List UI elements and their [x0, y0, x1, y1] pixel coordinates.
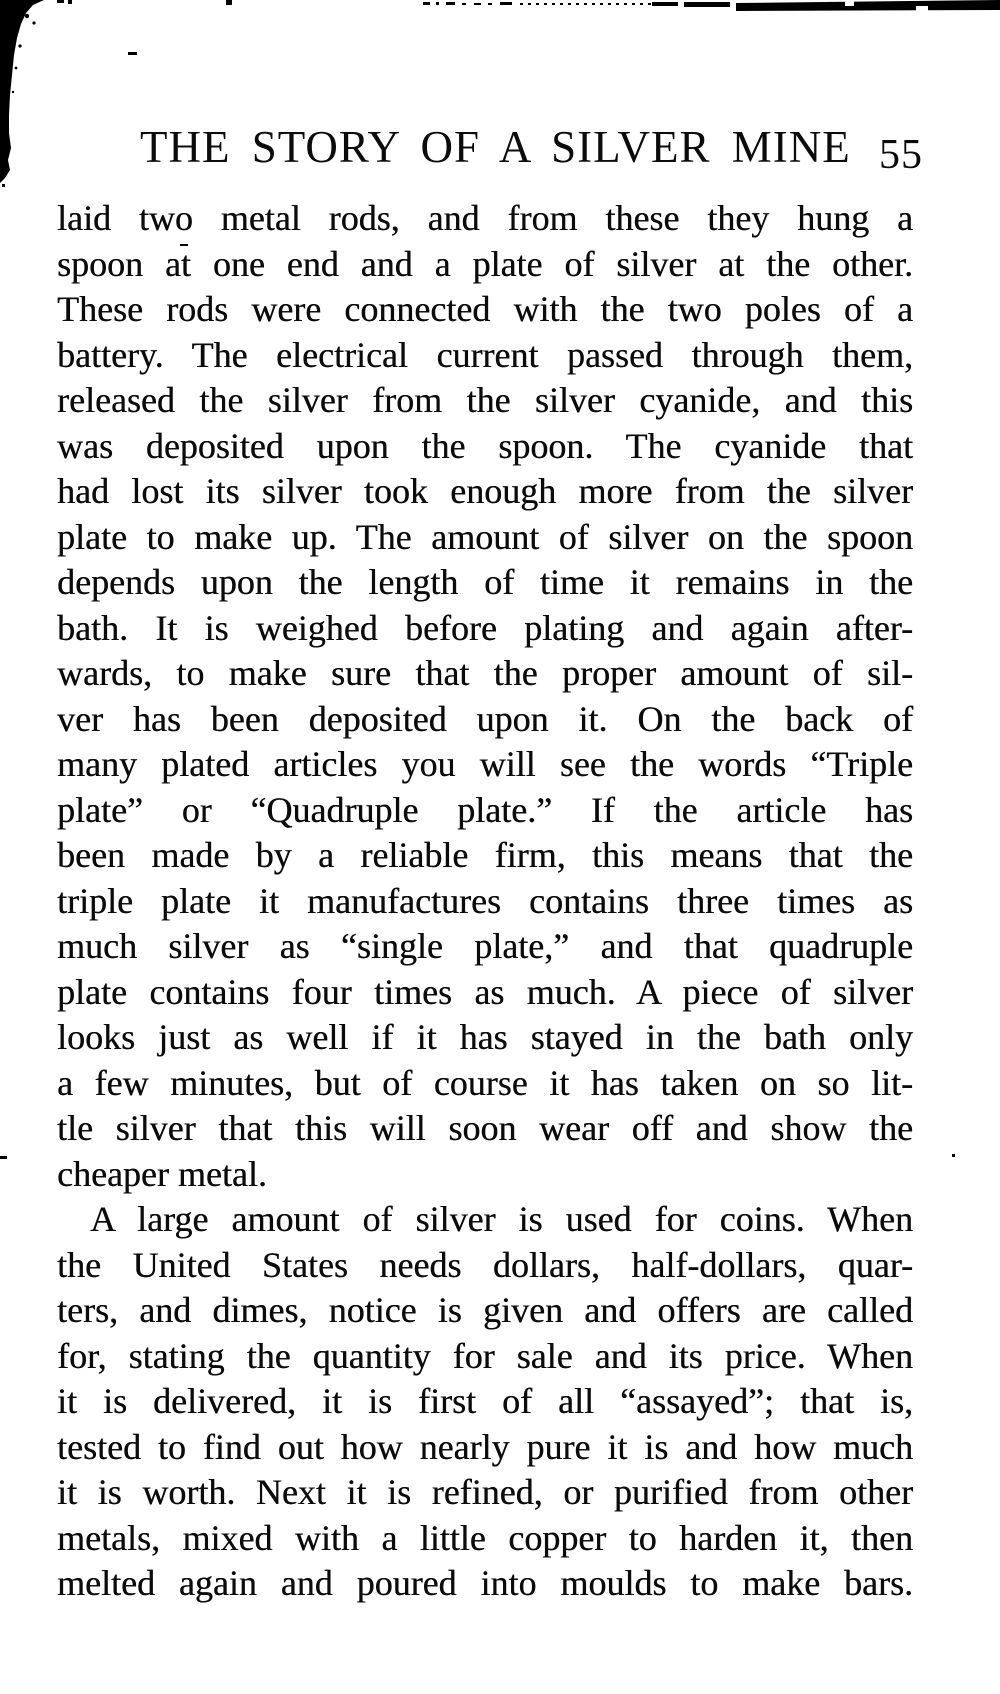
text-line: These rods were connected with the two poles of a	[57, 289, 913, 329]
text-line: released the silver from the silver cyanide, and this	[57, 380, 913, 420]
text-line: many plated articles you will see the words “Triple	[57, 744, 913, 784]
page-number: 55	[879, 132, 923, 178]
text-line: had lost its silver took enough more from the silver	[57, 471, 913, 511]
text-line: laid two metal rods, and from these they hung a	[57, 198, 913, 238]
text-line: melted again and poured into moulds to make bars.	[57, 1563, 913, 1603]
text-line: it is worth. Next it is refined, or purified from other	[57, 1472, 913, 1512]
text-line: it is delivered, it is first of all “assayed”; that is,	[57, 1381, 913, 1421]
text-line: much silver as “single plate,” and that quadruple	[57, 926, 913, 966]
scan-speck	[128, 52, 137, 55]
scan-line-top-edge	[0, 0, 1000, 16]
text-line: plate to make up. The amount of silver on the spoon	[57, 516, 913, 557]
text-line: ters, and dimes, notice is given and offers are called	[57, 1290, 913, 1330]
text-line: looks just as well if it has stayed in the bath only	[57, 1017, 913, 1057]
page-title: THE STORY OF A SILVER MINE	[140, 122, 851, 172]
text-line: cheaper metal.	[57, 1153, 267, 1194]
scan-smudge-top-left	[0, 0, 60, 190]
text-line: plate” or “Quadruple plate.” If the article has	[57, 789, 913, 830]
text-line: triple plate it manufactures contains three times as	[57, 880, 913, 921]
text-line: battery. The electrical current passed through them,	[57, 334, 913, 375]
text-line: depends upon the length of time it remains in the	[57, 562, 913, 602]
page-text	[57, 196, 913, 1607]
text-line-paragraph-start: A large amount of silver is used for coins. When	[90, 1199, 913, 1239]
scan-speck	[952, 1154, 955, 1157]
scan-speck	[0, 1156, 7, 1159]
text-line: the United States needs dollars, half-dollars, quar-	[57, 1244, 913, 1285]
text-line: a few minutes, but of course it has taken on so lit-	[57, 1062, 913, 1103]
text-line: been made by a reliable firm, this means that the	[57, 835, 913, 875]
text-line: plate contains four times as much. A piece of silver	[57, 971, 913, 1012]
text-line: wards, to make sure that the proper amount of sil-	[57, 653, 913, 693]
text-line: metals, mixed with a little copper to harden it, then	[57, 1517, 913, 1558]
text-line: ver has been deposited upon it. On the back of	[57, 698, 913, 739]
text-line: tle silver that this will soon wear off and show the	[57, 1108, 913, 1148]
text-line: for, stating the quantity for sale and its price. When	[57, 1335, 913, 1376]
text-line: tested to find out how nearly pure it is and how much	[57, 1426, 913, 1467]
text-line: spoon at one end and a plate of silver at the other.	[57, 243, 913, 284]
text-line: was deposited upon the spoon. The cyanide that	[57, 425, 913, 466]
text-line: bath. It is weighed before plating and again after-	[57, 607, 913, 648]
